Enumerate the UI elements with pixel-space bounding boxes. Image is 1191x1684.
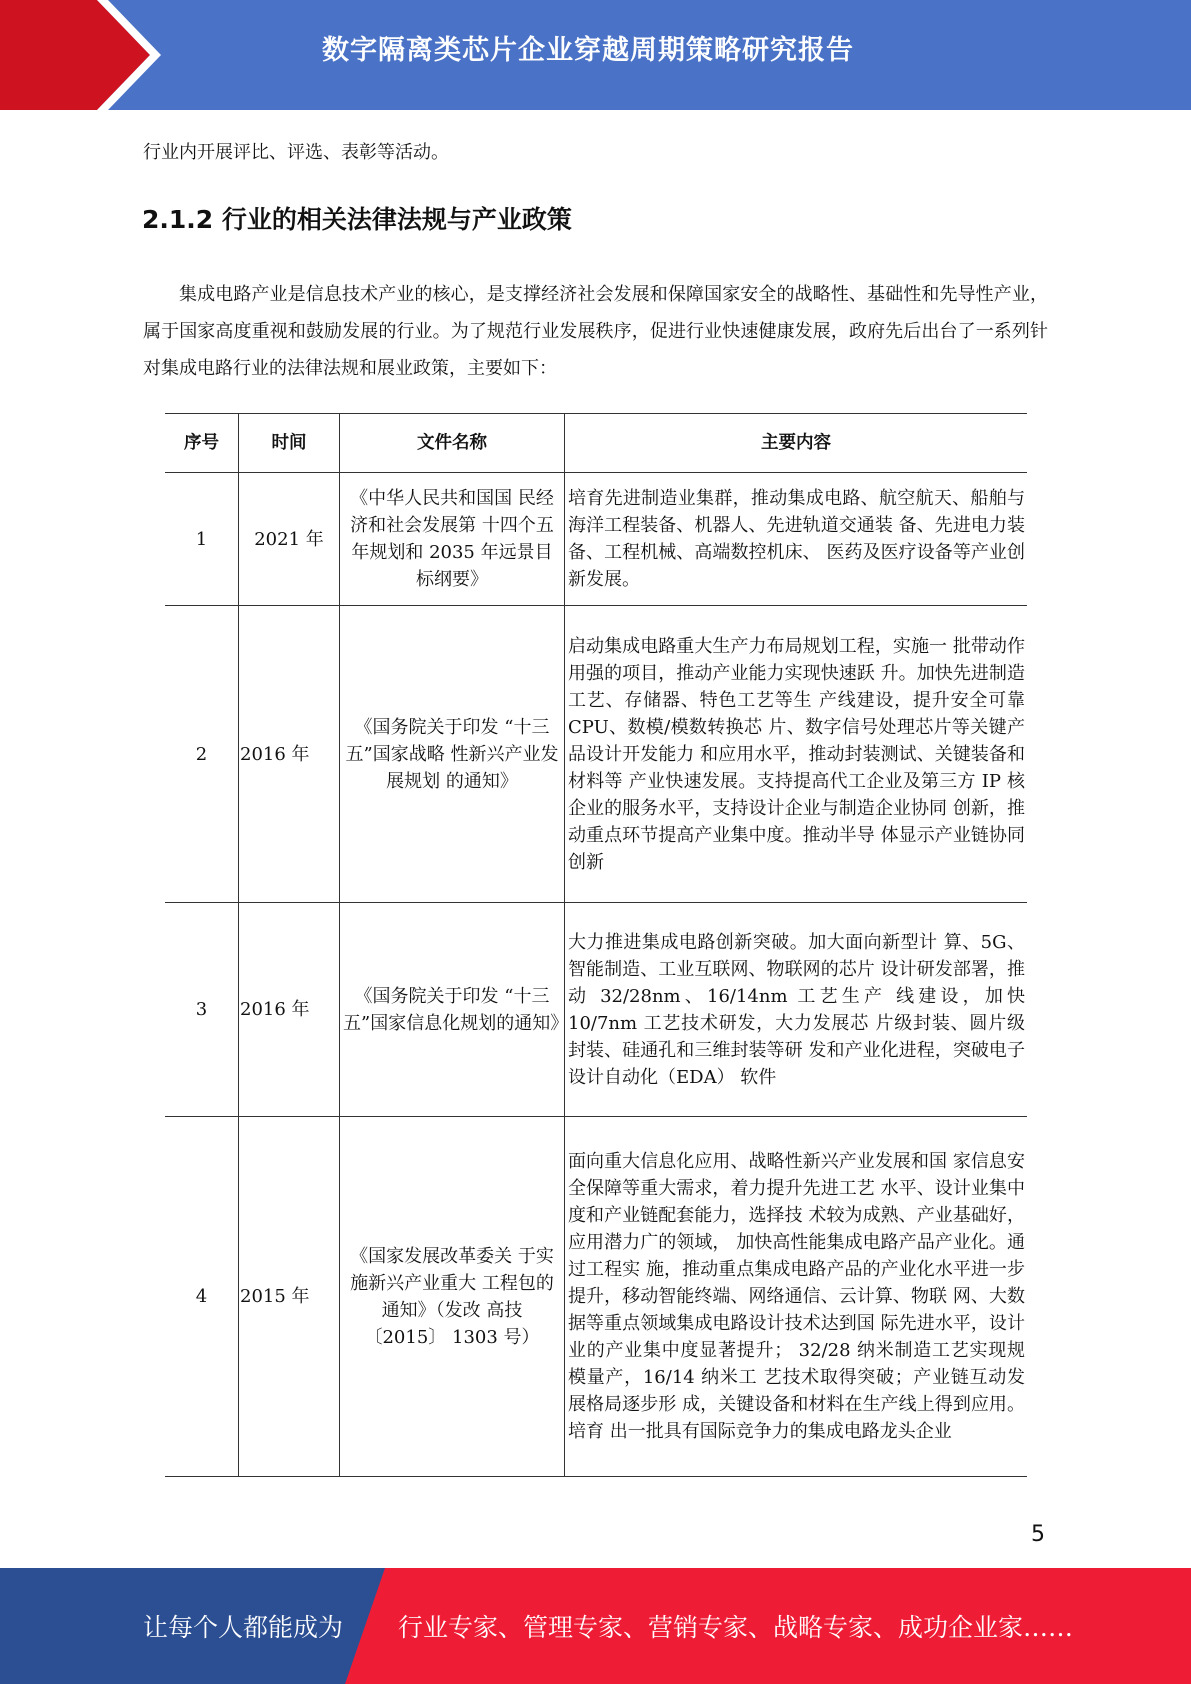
table-row	[165, 903, 1027, 1117]
row-document-name: 《国家发展改革委关 于实施新兴产业重大 工程包的通知》（发改 高技〔2015〕 1303 号）	[340, 1117, 565, 1477]
footer-slogan-right: 行业专家、管理专家、营销专家、战略专家、成功企业家……	[398, 1613, 1074, 1642]
table-row	[165, 1117, 1027, 1477]
section-paragraph: 集成电路产业是信息技术产业的核心，是支撑经济社会发展和保障国家安全的战略性、基础性和先导性产业，属于国家高度重视和鼓励发展的行业。为了规范行业发展秩序，促进行业快速健康发展，政府先后出台了一系列针对集成电路行业的法律法规和展业政策，主要如下：	[143, 284, 1048, 379]
table-row	[165, 606, 1027, 903]
intro-line: 行业内开展评比、评选、表彰等活动。	[143, 142, 449, 163]
row-index: 3	[165, 903, 239, 1117]
page-footer	[0, 1568, 1191, 1684]
page-header	[0, 0, 1191, 110]
table-row	[165, 473, 1027, 606]
column-header-document-name: 文件名称	[340, 414, 565, 473]
column-header-time: 时间	[239, 414, 340, 473]
row-document-name: 《中华人民共和国国 民经济和社会发展第 十四个五年规划和 2035 年远景目标纲要》	[340, 473, 565, 606]
section-heading: 2.1.2 行业的相关法律法规与产业政策	[142, 205, 572, 234]
row-time: 2016 年	[239, 903, 340, 1117]
policy-table	[165, 413, 1027, 1477]
footer-slogan-left: 让每个人都能成为	[143, 1613, 344, 1642]
report-title: 数字隔离类芯片企业穿越周期策略研究报告	[322, 35, 854, 66]
row-index: 2	[165, 606, 239, 903]
column-header-main-content: 主要内容	[565, 414, 1028, 473]
row-index: 1	[165, 473, 239, 606]
row-index: 4	[165, 1117, 239, 1477]
row-document-name: 《国务院关于印发 “十三五”国家战略 性新兴产业发展规划 的通知》	[340, 606, 565, 903]
row-time: 2015 年	[239, 1117, 340, 1477]
table-header-row	[165, 414, 1027, 473]
row-time: 2016 年	[239, 606, 340, 903]
row-main-content: 面向重大信息化应用、战略性新兴产业发展和国 家信息安全保障等重大需求，着力提升先进工艺 水平、设计业集中度和产业链配套能力，选择技 术较为成熟、产业基础好，应用潜力广的领域， 加快高性能集成电路产品产业化。通过工程实 施，推动重点集成电路产品的产业化水平进一步提升，移动智能终端、网络通信、云计算、物联 网、大数据等重点领域集成电路设计技术达到国 际先进水平，设计业的产业集中度显著提升； 32/28 纳米制造工艺实现规模量产，16/14 纳米工 艺技术取得突破；产业链互动发展格局逐步形 成，关键设备和材料在生产线上得到应用。培育 出一批具有国际竞争力的集成电路龙头企业	[565, 1117, 1028, 1477]
row-document-name: 《国务院关于印发 “十三五”国家信息化规划的通知》	[340, 903, 565, 1117]
page-number: 5	[1031, 1522, 1045, 1547]
column-header-index: 序号	[165, 414, 239, 473]
row-time: 2021 年	[239, 473, 340, 606]
row-main-content: 启动集成电路重大生产力布局规划工程，实施一 批带动作用强的项目，推动产业能力实现快速跃 升。加快先进制造工艺、存储器、特色工艺等生 产线建设，提升安全可靠 CPU、数模/模数转换芯 片、数字信号处理芯片等关键产品设计开发能力 和应用水平，推动封装测试、关键装备和材料等 产业快速发展。支持提高代工企业及第三方 IP 核 企业的服务水平，支持设计企业与制造企业协同 创新，推动重点环节提高产业集中度。推动半导 体显示产业链协同创新	[565, 606, 1028, 903]
row-main-content: 大力推进集成电路创新突破。加大面向新型计 算、5G、智能制造、工业互联网、物联网的芯片 设计研发部署，推动 32/28nm、16/14nm 工艺生产 线建设，加快 10/7nm 工艺技术研发，大力发展芯 片级封装、圆片级封装、硅通孔和三维封装等研 发和产业化进程，突破电子设计自动化（EDA） 软件	[565, 903, 1028, 1117]
row-main-content: 培育先进制造业集群，推动集成电路、航空航天、船舶与海洋工程装备、机器人、先进轨道交通装 备、先进电力装备、工程机械、高端数控机床、 医药及医疗设备等产业创新发展。	[565, 473, 1028, 606]
